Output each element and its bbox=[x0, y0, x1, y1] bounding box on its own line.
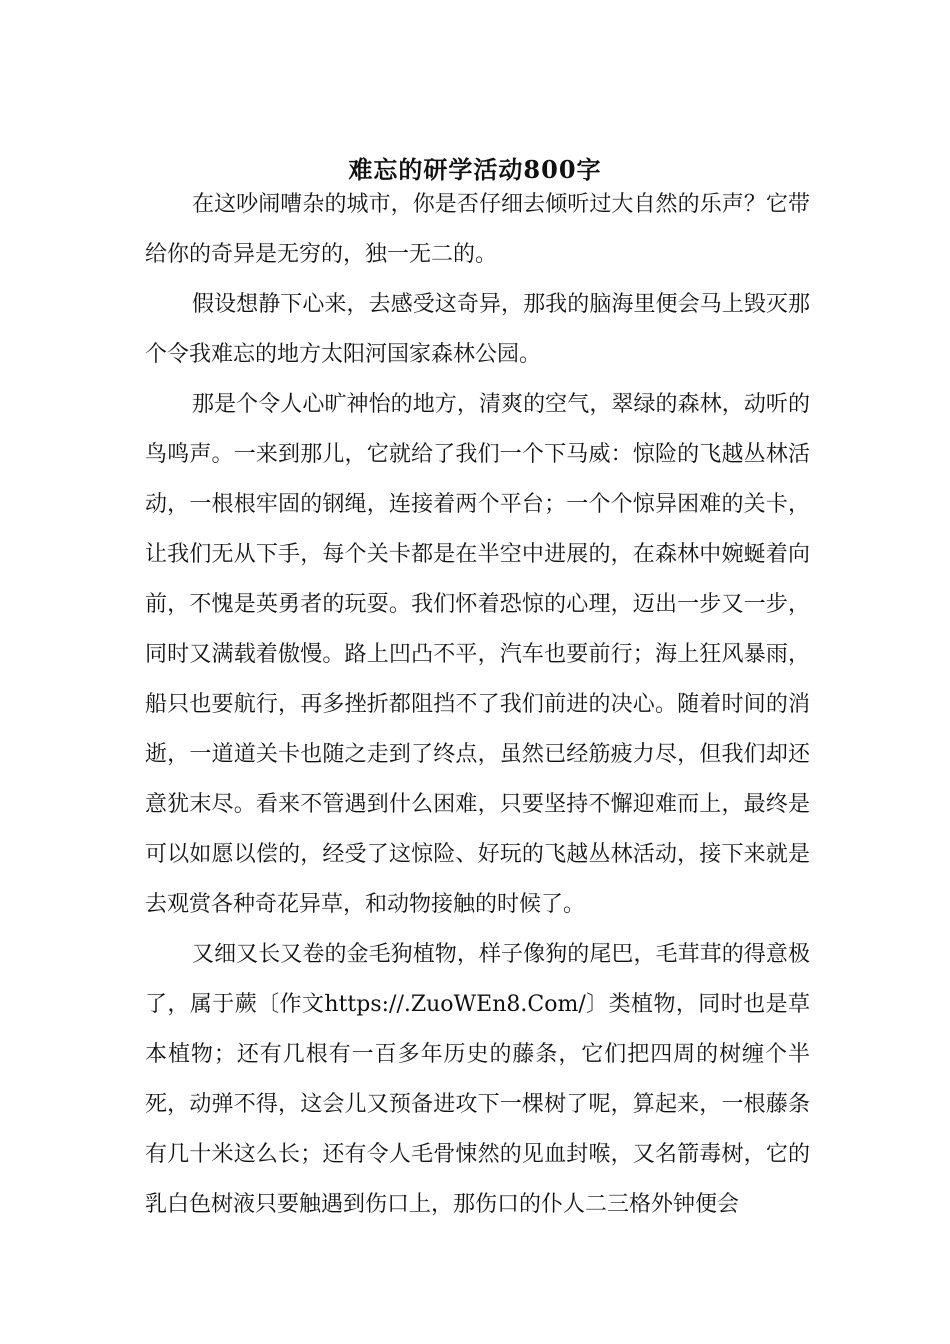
paragraph-3: 那是个令人心旷神怡的地方，清爽的空气，翠绿的森林，动听的鸟鸣声。一来到那儿，它就给了我们一个下马威：惊险的飞越丛林活动，一根根牢固的钢绳，连接着两个平台；一个个惊异困难的关卡，让我们无从下手，每个关卡都是在半空中进展的，在森林中婉蜒着向前，不愧是英勇者的玩耍。我们怀着恐惊的心理，迈出一步又一步，同时又满载着傲慢。路上凹凸不平，汽车也要前行；海上狂风暴雨，船只也要航行，再多挫折都阻挡不了我们前进的决心。随着时间的消逝，一道道关卡也随之走到了终点，虽然已经筋疲力尽，但我们却还意犹末尽。看来不管遇到什么困难，只要坚持不懈迎难而上，最终是可以如愿以偿的，经受了这惊险、好玩的飞越丛林活动，接下来就是去观赏各种奇花异草，和动物接触的时候了。 bbox=[145, 392, 810, 917]
document-body bbox=[145, 180, 810, 1230]
paragraph-2: 假设想静下心来，去感受这奇异，那我的脑海里便会马上毁灭那个令我难忘的地方太阳河国家森林公园。 bbox=[145, 292, 810, 367]
document-title: 难忘的研学活动800字 bbox=[348, 155, 602, 185]
paragraph-1: 在这吵闹嘈杂的城市，你是否仔细去倾听过大自然的乐声？它带给你的奇异是无穷的，独一无二的。 bbox=[145, 192, 810, 267]
paragraph-4: 又细又长又卷的金毛狗植物，样子像狗的尾巴，毛茸茸的得意极了，属于蕨〔作文https://.ZuoWEn8.Com/〕类植物，同时也是草本植物；还有几根有一百多年历史的藤条，它们把四周的树缠个半死，动弹不得，这会儿又预备进攻下一棵树了呢，算起来，一根藤条有几十米这么长；还有令人毛骨悚然的见血封喉，又名箭毒树，它的乳白色树液只要触遇到伤口上，那伤口的仆人二三格外钟便会 bbox=[145, 942, 810, 1217]
